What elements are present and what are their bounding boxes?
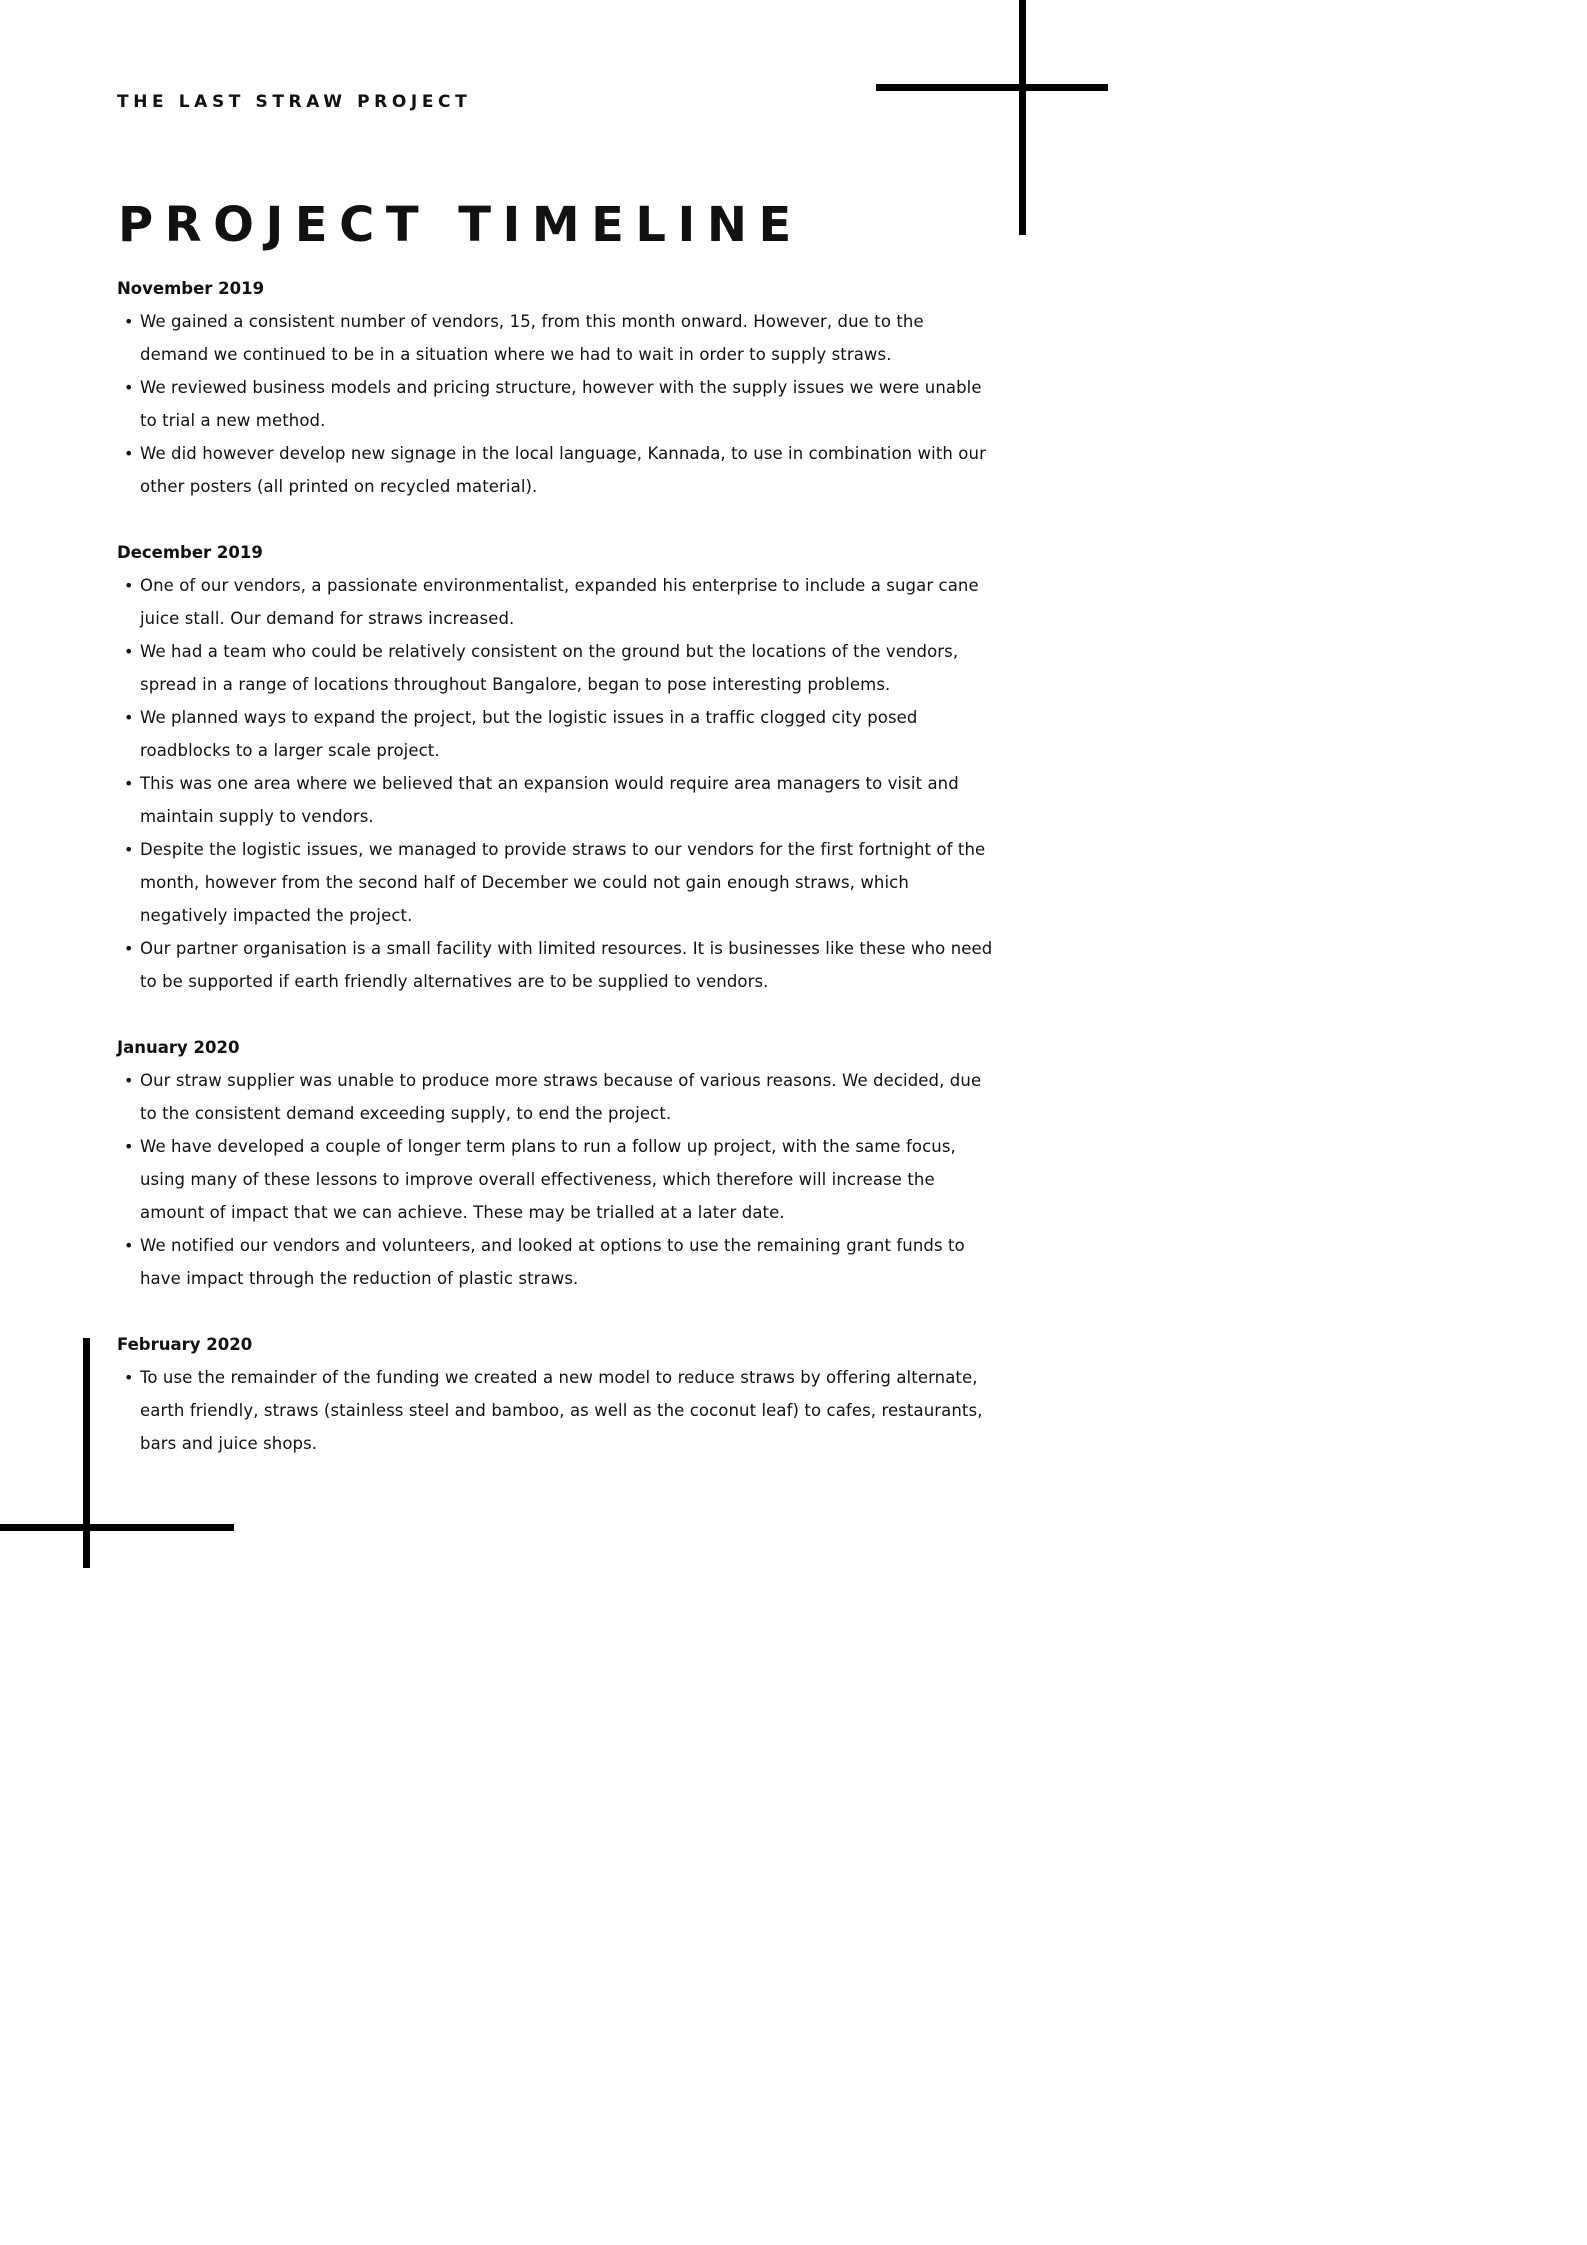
bullet-text: We reviewed business models and pricing structure, however with the supply issues we were unable to trial a new method. [140,378,982,430]
bullet-list [117,305,997,503]
bullet-text: One of our vendors, a passionate environmentalist, expanded his enterprise to include a sugar cane juice stall. Our demand for straws increased. [140,576,979,628]
section-heading: February 2020 [117,1335,253,1354]
bullet-text: Our partner organisation is a small facility with limited resources. It is businesses like these who need to be supported if earth friendly alternatives are to be supplied to vendors. [140,939,993,991]
timeline-section [117,1328,997,1460]
bullet-dot-icon: • [124,378,134,397]
section-heading: January 2020 [117,1038,240,1057]
bullet-text: Despite the logistic issues, we managed to provide straws to our vendors for the first fortnight of the month, however from the second half of December we could not gain enough straws, which negatively impacted the project. [140,840,986,925]
bullet-dot-icon: • [124,1137,134,1156]
bullet-item [117,701,997,767]
bullet-item [117,932,997,998]
bullet-dot-icon: • [124,312,134,331]
bullet-item [117,305,997,371]
timeline-section [117,536,997,998]
bullet-list [117,1361,997,1460]
bullet-item [117,1361,997,1460]
bullet-text: Our straw supplier was unable to produce more straws because of various reasons. We decided, due to the consistent demand exceeding supply, to end the project. [140,1071,982,1123]
timeline-section [117,272,997,503]
bullet-text: We gained a consistent number of vendors, 15, from this month onward. However, due to the demand we continued to be in a situation where we had to wait in order to supply straws. [140,312,924,364]
bullet-dot-icon: • [124,1071,134,1090]
bullet-item [117,1229,997,1295]
bullet-text: This was one area where we believed that an expansion would require area managers to visit and maintain supply to vendors. [140,774,959,826]
bullet-dot-icon: • [124,642,134,661]
timeline-section [117,1031,997,1295]
bullet-item [117,635,997,701]
bullet-item [117,767,997,833]
bullet-list [117,1064,997,1295]
bullet-text: We had a team who could be relatively consistent on the ground but the locations of the vendors, spread in a range of locations throughout Bangalore, began to pose interesting problems. [140,642,959,694]
top-right-vertical-line [1019,0,1026,235]
bullet-dot-icon: • [124,840,134,859]
bottom-left-horizontal-line [0,1524,234,1531]
section-heading: November 2019 [117,279,265,298]
bullet-text: We have developed a couple of longer term plans to run a follow up project, with the same focus, using many of these lessons to improve overall effectiveness, which therefore will increase the amount of impact that we can achieve. These may be trialled at a later date. [140,1137,956,1222]
bullet-dot-icon: • [124,576,134,595]
bullet-text: We notified our vendors and volunteers, and looked at options to use the remaining grant funds to have impact through the reduction of plastic straws. [140,1236,965,1288]
bullet-dot-icon: • [124,774,134,793]
bullet-text: To use the remainder of the funding we created a new model to reduce straws by offering alternate, earth friendly, straws (stainless steel and bamboo, as well as the coconut leaf) to cafes, restaurants, bars and juice shops. [140,1368,983,1453]
bullet-dot-icon: • [124,444,134,463]
bullet-item [117,371,997,437]
bullet-dot-icon: • [124,708,134,727]
bullet-item [117,569,997,635]
bullet-dot-icon: • [124,1236,134,1255]
organization-name: THE LAST STRAW PROJECT [117,92,472,112]
bullet-item [117,1064,997,1130]
top-right-horizontal-line [876,84,1108,91]
page-title: PROJECT TIMELINE [118,197,803,253]
bullet-dot-icon: • [124,939,134,958]
timeline [117,272,997,1493]
bullet-text: We did however develop new signage in the local language, Kannada, to use in combination with our other posters (all printed on recycled material). [140,444,986,496]
bullet-text: We planned ways to expand the project, but the logistic issues in a traffic clogged city posed roadblocks to a larger scale project. [140,708,918,760]
bottom-left-vertical-line [83,1338,90,1568]
bullet-item [117,833,997,932]
section-heading: December 2019 [117,543,263,562]
bullet-list [117,569,997,998]
bullet-dot-icon: • [124,1368,134,1387]
bullet-item [117,1130,997,1229]
bullet-item [117,437,997,503]
